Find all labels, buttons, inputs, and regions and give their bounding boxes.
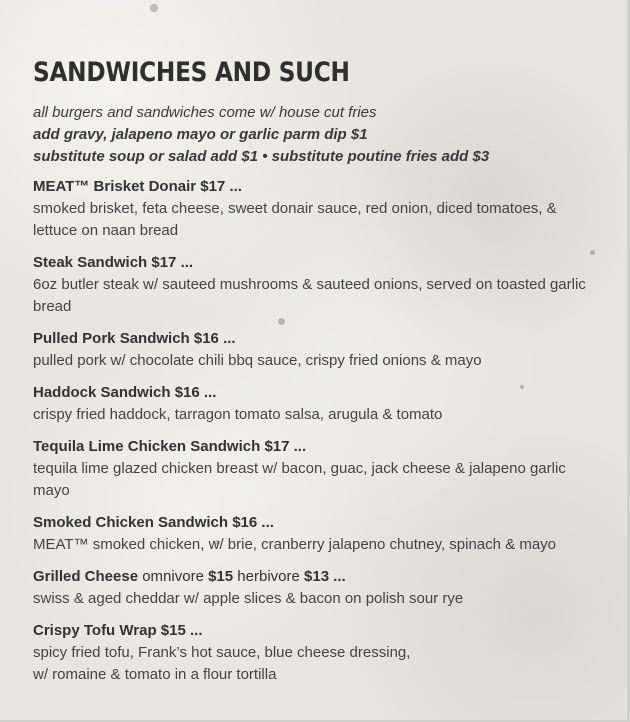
item-name bbox=[33, 566, 593, 588]
item-description: swiss & aged cheddar w/ apple slices & bacon on polish sour rye bbox=[33, 590, 464, 607]
menu-item bbox=[33, 566, 593, 610]
item-description: smoked brisket, feta cheese, sweet donair sauce, red onion, diced tomatoes, & lettuce on naan bread bbox=[33, 200, 557, 239]
menu-item bbox=[33, 620, 593, 686]
menu-item bbox=[33, 436, 593, 502]
menu-items bbox=[33, 176, 593, 686]
menu-notes bbox=[33, 102, 593, 168]
menu-item bbox=[33, 382, 593, 426]
item-description-line: w/ romaine & tomato in a flour tortilla bbox=[33, 666, 277, 683]
item-description bbox=[33, 642, 593, 686]
item-name: Smoked Chicken Sandwich $16 ... bbox=[33, 514, 274, 531]
item-description: MEAT™ smoked chicken, w/ brie, cranberry jalapeno chutney, spinach & mayo bbox=[33, 536, 557, 553]
option-label-herbivore: herbivore bbox=[237, 568, 300, 585]
section-title: SANDWICHES AND SUCH bbox=[33, 57, 350, 88]
menu-item bbox=[33, 252, 593, 318]
item-name: Crispy Tofu Wrap $15 ... bbox=[33, 622, 203, 639]
item-description: 6oz butler steak w/ sauteed mushrooms & sauteed onions, served on toasted garlic bread bbox=[33, 276, 586, 315]
menu-section bbox=[33, 52, 593, 696]
menu-item bbox=[33, 328, 593, 372]
item-name: MEAT™ Brisket Donair $17 ... bbox=[33, 178, 242, 195]
note-substitutions: substitute soup or salad add $1 • substitute poutine fries add $3 bbox=[33, 148, 490, 165]
item-description-line: spicy fried tofu, Frank’s hot sauce, blue cheese dressing, bbox=[33, 644, 411, 661]
option-price-omnivore: $15 bbox=[208, 568, 234, 585]
item-name-main: Grilled Cheese bbox=[33, 568, 139, 585]
item-description: tequila lime glazed chicken breast w/ bacon, guac, jack cheese & jalapeno garlic mayo bbox=[33, 460, 566, 499]
option-label-omnivore: omnivore bbox=[142, 568, 204, 585]
item-name: Steak Sandwich $17 ... bbox=[33, 254, 194, 271]
item-description: pulled pork w/ chocolate chili bbq sauce, crispy fried onions & mayo bbox=[33, 352, 482, 369]
item-name: Pulled Pork Sandwich $16 ... bbox=[33, 330, 236, 347]
menu-item bbox=[33, 176, 593, 242]
background-speck bbox=[150, 4, 158, 12]
note-dips: add gravy, jalapeno mayo or garlic parm dip $1 bbox=[33, 126, 368, 143]
item-name: Tequila Lime Chicken Sandwich $17 ... bbox=[33, 438, 307, 455]
menu-item bbox=[33, 512, 593, 556]
note-fries: all burgers and sandwiches come w/ house cut fries bbox=[33, 104, 377, 121]
item-description: crispy fried haddock, tarragon tomato salsa, arugula & tomato bbox=[33, 406, 443, 423]
item-name: Haddock Sandwich $16 ... bbox=[33, 384, 217, 401]
option-price-herbivore: $13 ... bbox=[304, 568, 346, 585]
